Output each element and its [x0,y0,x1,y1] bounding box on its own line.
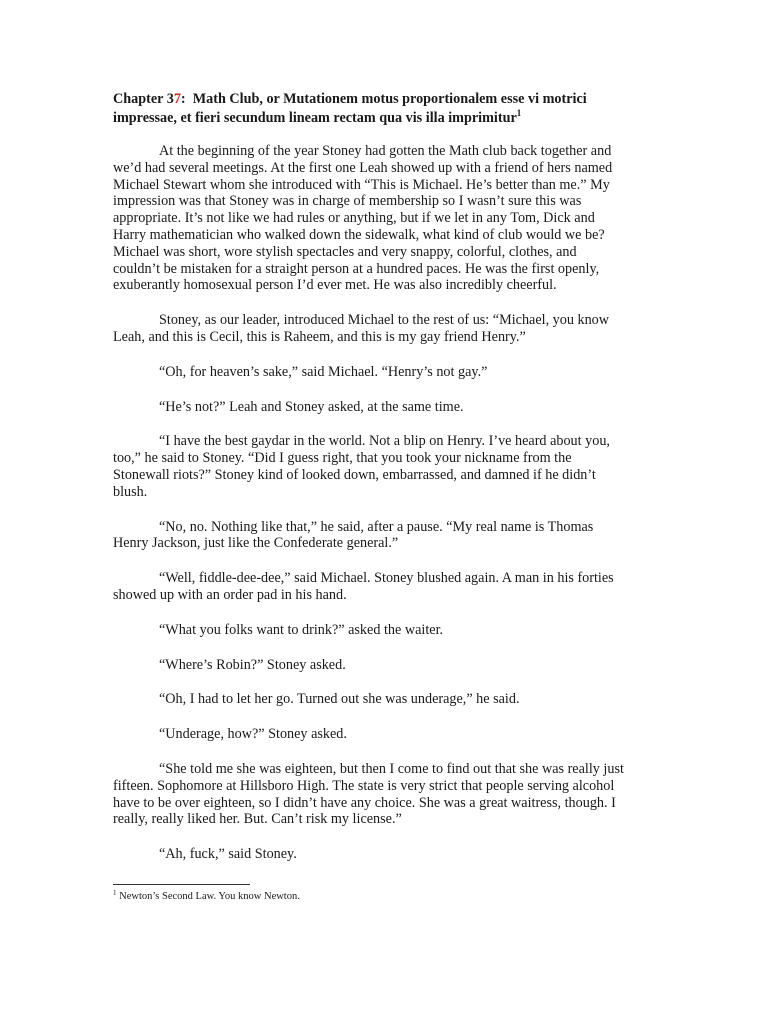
paragraph [113,846,658,863]
footnote-marker: 1 [113,889,117,897]
paragraph-line: “Ah, fuck,” said Stoney. [159,846,297,863]
footnote-text: Newton’s Second Law. You know Newton. [116,891,300,902]
paragraph-line: fifteen. Sophomore at Hillsboro High. The state is very strict that people serving alcohol [113,777,615,794]
paragraph-line: showed up with an order pad in his hand. [113,586,347,603]
chapter-title-line2: impressae, et fieri secundum lineam rectam qua vis illa imprimitur [113,110,517,126]
chapter-body [113,143,658,881]
paragraph-line: “Oh, for heaven’s sake,” said Michael. “Henry’s not gay.” [159,363,488,380]
paragraph-line: appropriate. It’s not like we had rules or anything, but if we let in any Tom, Dick and [113,210,595,227]
footnote-separator [113,884,250,885]
paragraph-line: “She told me she was eighteen, but then I come to find out that she was really just [159,760,624,777]
paragraph [113,433,658,500]
paragraph-line: Leah, and this is Cecil, this is Raheem, and this is my gay friend Henry.” [113,328,526,345]
paragraph-line: couldn’t be mistaken for a straight person at a hundred paces. He was the first openly, [113,260,600,277]
paragraph-line: “Well, fiddle-dee-dee,” said Michael. Stoney blushed again. A man in his forties [159,570,614,587]
paragraph-line: “Where’s Robin?” Stoney asked. [159,656,346,673]
paragraph-line: “I have the best gaydar in the world. Not a blip on Henry. I’ve heard about you, [159,433,610,450]
paragraph-line: “He’s not?” Leah and Stoney asked, at the same time. [159,398,464,415]
paragraph [113,570,658,604]
chapter-number-accent: 7 [173,91,181,107]
paragraph-line: really, really liked her. But. Can’t risk my license.” [113,811,402,828]
paragraph [113,622,658,639]
paragraph-line: “No, no. Nothing like that,” he said, after a pause. “My real name is Thomas [159,518,594,535]
paragraph-line: “Oh, I had to let her go. Turned out she was underage,” he said. [159,691,520,708]
paragraph-line: too,” he said to Stoney. “Did I guess right, that you took your nickname from the [113,450,572,467]
paragraph-line: blush. [113,483,148,500]
footnote [113,890,300,903]
paragraph-line: Michael Stewart whom she introduced with “This is Michael. He’s better than me.” My [113,176,610,193]
paragraph-line: At the beginning of the year Stoney had gotten the Math club back together and [159,143,612,159]
footnote-reference[interactable]: 1 [516,108,522,118]
paragraph-line: “What you folks want to drink?” asked the waiter. [159,621,444,638]
paragraph [113,143,658,294]
chapter-heading [113,90,673,128]
paragraph-line: “Underage, how?” Stoney asked. [159,726,347,743]
paragraph [113,312,658,346]
paragraph-line: Michael was short, wore stylish spectacles and very snappy, colorful, clothes, and [113,243,577,260]
paragraph-line: impression was that Stoney was in charge of membership so I wasn’t sure this was [113,193,582,210]
paragraph [113,691,658,708]
chapter-title-line1: Math Club, or Mutationem motus proportionalem esse vi motrici [185,91,587,107]
paragraph-line: Harry mathematician who walked down the sidewalk, what kind of club would we be? [113,226,605,243]
paragraph-line: we’d had several meetings. At the first one Leah showed up with a friend of hers named [113,159,613,176]
paragraph [113,657,658,674]
paragraph-line: Stoney, as our leader, introduced Michael to the rest of us: “Michael, you know [159,312,610,329]
paragraph [113,519,658,553]
paragraph [113,761,658,828]
chapter-colon: : [180,91,186,107]
paragraph [113,726,658,743]
paragraph [113,364,658,381]
paragraph-line: have to be over eighteen, so I didn’t have any choice. She was a great waitress, though. I [113,794,616,811]
paragraph-line: Stonewall riots?” Stoney kind of looked down, embarrassed, and damned if he didn’t [113,466,596,483]
paragraph [113,399,658,416]
chapter-prefix: Chapter 3 [113,91,174,107]
paragraph-line: Henry Jackson, just like the Confederate general.” [113,535,399,552]
paragraph-line: exuberantly homosexual person I’d ever met. He was also incredibly cheerful. [113,277,557,294]
